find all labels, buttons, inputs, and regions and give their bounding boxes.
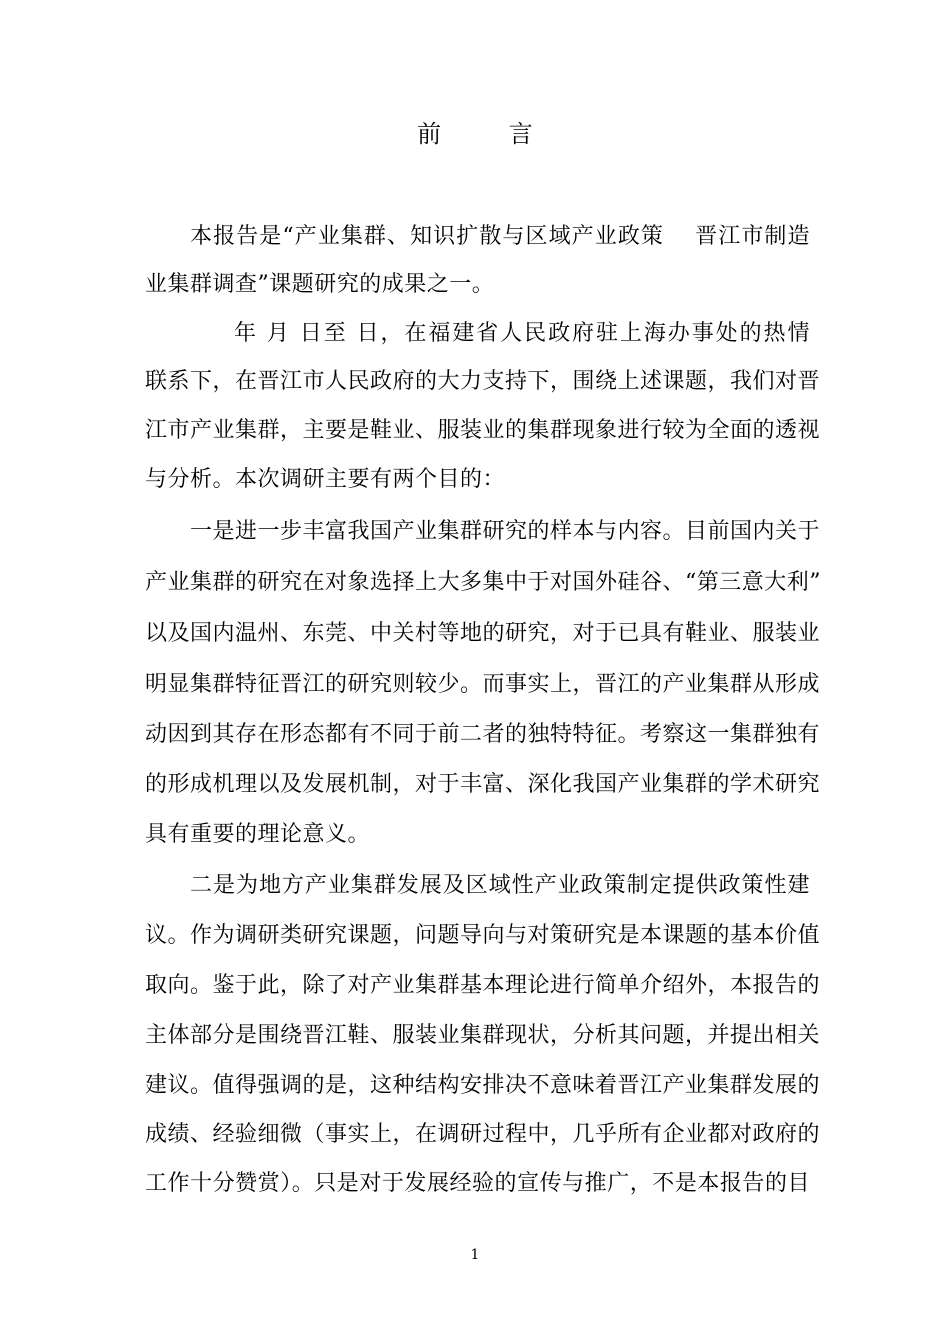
text-line: 工作十分赞赏）。只是对于发展经验的宣传与推广，不是本报告的目: [145, 1171, 810, 1196]
text-line: 产业集群的研究在对象选择上大多集中于对国外硅谷、“第三意大利”: [145, 570, 821, 595]
text-line: 具有重要的理论意义。: [145, 822, 371, 847]
text-line: 主体部分是围绕晋江鞋、服装业集群现状，分析其问题，并提出相关: [145, 1023, 821, 1048]
text-line: 本报告是“产业集群、知识扩散与区域产业政策 晋江市制造: [190, 224, 810, 249]
text-line: 动因到其存在形态都有不同于前二者的独特特征。考察这一集群独有: [145, 722, 821, 747]
text-line: 取向。鉴于此，除了对产业集群基本理论进行简单介绍外，本报告的: [145, 973, 821, 998]
text-line: 与分析。本次调研主要有两个目的：: [145, 467, 506, 492]
page-title: 前 言: [417, 120, 563, 148]
text-line: 江市产业集群，主要是鞋业、服装业的集群现象进行较为全面的透视: [145, 418, 821, 443]
text-line: 业集群调查”课题研究的成果之一。: [145, 272, 495, 297]
text-line: 一是进一步丰富我国产业集群研究的样本与内容。目前国内关于: [190, 519, 821, 544]
text-line: 二是为地方产业集群发展及区域性产业政策制定提供政策性建: [190, 873, 810, 898]
text-line: 议。作为调研类研究课题，问题导向与对策研究是本课题的基本价值: [145, 923, 821, 948]
text-line: 建议。值得强调的是，这种结构安排决不意味着晋江产业集群发展的: [145, 1073, 821, 1098]
text-line: 联系下，在晋江市人民政府的大力支持下，围绕上述课题，我们对晋: [145, 369, 821, 394]
page-number: 1: [470, 1247, 480, 1263]
text-line: 年 月 日至 日，在福建省人民政府驻上海办事处的热情: [234, 321, 810, 346]
text-line: 成绩、经验细微（事实上，在调研过程中，几乎所有企业都对政府的: [145, 1122, 821, 1147]
text-line: 明显集群特征晋江的研究则较少。而事实上，晋江的产业集群从形成: [145, 672, 821, 697]
text-line: 以及国内温州、东莞、中关村等地的研究，对于已具有鞋业、服装业: [145, 621, 821, 646]
text-line: 的形成机理以及发展机制，对于丰富、深化我国产业集群的学术研究: [145, 772, 821, 797]
